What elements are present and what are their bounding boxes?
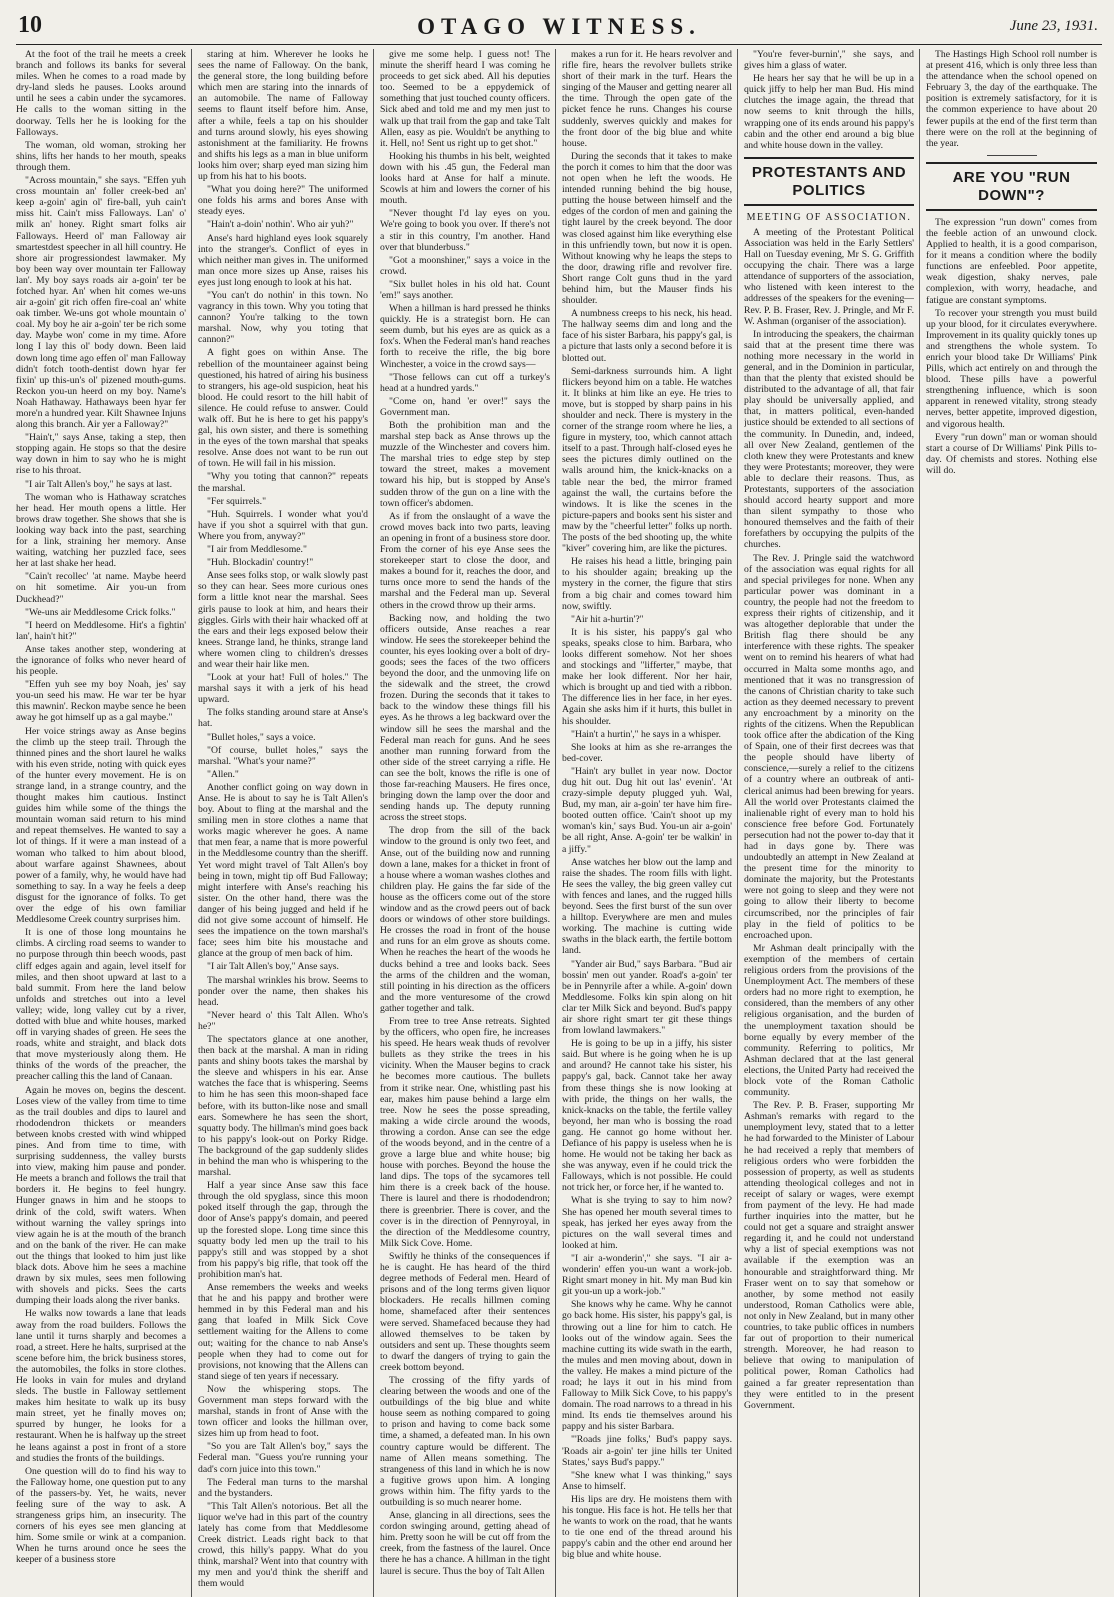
paragraph: Anse remembers the weeks and weeks that he and his pappy and brother were hemmed in by this Federal man and his gang that loafed in Milk Sick Cove settlement waiting for the Allens to come out; waiting for the chance to nab Anse's people when they had to come out for provisions, not knowing that the Allens can stand siege of ten years if necessary. (198, 1282, 368, 1382)
paragraph: "She knew what I was thinking," says Anse to himself. (562, 1469, 732, 1492)
paragraph: "Hain't a-doin' nothin'. Who air yuh?" (207, 219, 354, 231)
advert-headline: ARE YOU "RUN DOWN"? (952, 168, 1071, 204)
paragraph: "Bullet holes," says a voice. (207, 731, 316, 743)
protestants-headline-box (744, 157, 914, 206)
paragraph: A meeting of the Protestant Political Association was held in the Early Settlers' Hall on Tuesday evening, Mr S. G. Griffith occupying the chair. There was a large attendance of supporters of the association, who listened with keen interest to the addresses of the speakers for the evening—Rev. P. B. Fraser, Rev. J. Pringle, and Mr F. W. Ashman (organiser of the association). (744, 226, 914, 327)
paragraph: In introducing the speakers, the chairman said that at the present time there was nothing more necessary in the world in general, and in the Dominion in particular, than that the plenty that existed should be distributed to the advantage of all, that fair play should be universally applied, and that, in matters political, even-handed justice should be extended to all sections of the community. In Dunedin, and, indeed, all over New Zealand, gentlemen of the cloth knew they were Protestants and knew they were Protestants; moreover, they were able to declare their reasons. Thus, as Protestants, supporters of the association should accord hearty support and more than silent sympathy to those who honoured themselves and the faith of their forefathers by occupying the pulpits of the churches. (744, 328, 914, 551)
paragraph: Anse watches her blow out the lamp and raise the shades. The room fills with light. He sees the valley, the big green valley cut with fences and lanes, and the rugged hills beyond. Sees the first burst of the sun over a hilltop. Everywhere are men and mules working. The machine is cutting wide swaths in the black earth, the fertile bottom land. (562, 856, 732, 957)
paragraph: He hears her say that he will be up in a quick jiffy to help her man Bud. His mind clutches the image again, the thread that now seems to knit through the hills, wrapping one of its ends around his pappy's cabin and the other end around a big blue and white house down in the valley. (744, 73, 914, 151)
paragraph: Her voice strings away as Anse begins the climb up the steep trail. Through the thinned pines and the short laurel he walks with his even stride, noting with quick eyes of the hunter every movement. He is on strange land, in a strange country, and the thought makes him cautious. Instinct guides him while some of the things the mountain woman said return to his mind and repeat themselves. He wanted to say a lot of things. If it were a man instead of a woman who talked to him about blood, about warfare against Shawnees, about power of a family, why, he would have had something to say. In a way he feels a deep disgust for the ignorance of folks. To get over the edge of his own familiar Meddlesome Creek country surprises him. (16, 725, 186, 926)
column-3 (380, 49, 556, 1597)
paragraph: The spectators glance at one another, then back at the marshal. A man in riding pants and shiny boots takes the marshal by the sleeve and whispers in his ear. Anse watches the face that is whispering. Seems to him he has seen this moon-shaped face before, with its button-like nose and small ears. Somewhere he has seen the short, squatty body. The hillman's mind goes back to his pappy's look-out on Porky Ridge. The background of the gap suddenly slides in behind the man who is whispering to the marshal. (198, 1033, 368, 1179)
paragraph: "Look at your hat! Full of holes." The marshal says it with a jerk of his head upward. (198, 672, 368, 706)
paragraph: At the foot of the trail he meets a creek branch and follows its banks for several miles. When he comes to a road made by dry-land sleds he pauses. Looks around until he sees a cabin under the sycamores. He calls to the woman sitting in the doorway. Tells her he is looking for the Falloways. (16, 49, 186, 138)
paragraph: "Hain't," says Anse, taking a step, then stopping again. He stops so that the desire way down in him to say who he is might rise to his throat. (16, 432, 186, 477)
paragraph: He raises his head a little, bringing pain to his shoulder again; breaking up the mystery in the corner, the figure that stirs from a big chair and comes toward him now, swiftly. (562, 556, 732, 612)
column-4 (562, 49, 738, 1597)
paragraph: "I air Talt Allen's boy," he says at last. (25, 478, 172, 490)
paragraph: makes a run for it. He hears revolver and rifle fire, hears the revolver bullets strike short of their mark in the turf. Hears the singing of the Mauser and getting nearer all the time. Through the open gate of the picket fence he runs. Changes his course suddenly, swerves quickly and makes for the front door of the big blue and white house. (562, 49, 732, 149)
paragraph: Half a year since Anse saw this face through the old spyglass, since this moon poked itself through the gap, through the door of Anse's pappy's domain, and peered up the forested slope. Long time since this squatty body led men up the trail to his pappy's still and was stopped by a shot from his pappy's big rifle, that took off the prohibition man's hat. (198, 1180, 368, 1280)
hastings-paragraph: The Hastings High School roll number is at present 416, which is only three less than the attendance when the school opened on February 3, the day of the earthquake. The position is extremely satisfactory, for it is the common experience to have about 20 fewer pupils at the end of the first term than there were on the roll at the beginning of the year. (926, 49, 1097, 149)
paragraph: "I air a-wonderin'," she says. "I air a-wonderin' effen you-un want a work-job. Right smart money in hit. My man Bud kin git you-un up a work-job." (562, 1252, 732, 1298)
column-5 (744, 49, 920, 1597)
column-1 (16, 49, 192, 1597)
paragraph: The Rev. P. B. Fraser, supporting Mr Ashman's remarks with regard to the unemployment levy, stated that to a letter he had forwarded to the Minister of Labour he had received a reply that members of religious orders who were forbidden the possession of property, as well as students attending theological colleges and not in receipt of salary or wages, were exempt from payment of the levy. He had made further inquiries into the matter, but he could not get a square and straight answer regarding it, and he could not understand why a list of special exemptions was not available if the exemption was an honourable and straightforward thing. Mr Fraser went on to say that somehow or another, by some method not easily understood, Roman Catholics were able, not only in New Zealand, but in many other countries, to take public offices in numbers far out of proportion to their numerical strength. Moreover, he had reason to believe that owing to manipulation of political power, Roman Catholics had gained a far greater representation than they were entitled to in the present Government. (744, 1100, 914, 1411)
paragraph: Another conflict going on way down in Anse. He is about to say he is Talt Allen's boy. About to fling at the marshal and the smiling men in store clothes a name that works magic wherever he goes. A name that men fear, a name that is more powerful in the Meddlesome country than the sheriff. Yet word might travel of Talt Allen's boy being in town, might tip off Bud Falloway; might interfere with Anse's reaching his sister. On the other hand, there was the danger of his being jugged and held if he did not give some account of himself. He sees the impatience on the town marshal's face; sees him bite his moustache and glance at the group of men back of him. (198, 781, 368, 960)
protestants-article (744, 227, 914, 1411)
paragraph: Semi-darkness surrounds him. A light flickers beyond him on a table. He watches it. It blinks at him like an eye. He tries to move, but is stopped by sharp pains in his shoulder and neck. There is mystery in the corner of the strange room where he lies, a figure in mystery, too, which cannot attach itself to a past. Through half-closed eyes he sees the pictures dimly outlined on the walls around him, the knick-knacks on a table near the bed, the mirror framed against the wall, the curtains before the windows. It is like the scenes in the picture-papers and books sent his sister and maw by the "cheerful letter" folks up north. The posts of the bed shooting up, the white "kiver" covering him, are like the pictures. (562, 365, 732, 555)
paragraph: "I heerd on Meddlesome. Hit's a fightin' lan', hain't hit?" (16, 619, 186, 642)
paragraph: "'Roads jine folks,' Bud's pappy says. 'Roads air a-goin' ter jine hills ter United States,' says Bud's pappy." (562, 1434, 732, 1468)
paragraph: "You're fever-burnin'," she says, and gives him a glass of water. (744, 49, 914, 72)
paragraph: "Come on, hand 'er over!" says the Government man. (380, 395, 550, 418)
paragraph: To recover your strength you must build up your blood, for it circulates everywhere. Improvement in its quality quickly tones up and strengthens the whole system. To enrich your blood take Dr Williams' Pink Pills, which act entirely on and through the blood. These pills have a powerful strengthening influence, which is soon apparent in renewed vitality, strong steady nerves, better appetite, improved digestion, and vigorous health. (926, 307, 1097, 430)
advert-headline-box (926, 162, 1097, 211)
paragraph: "Across mountain," she says. "Effen yuh cross mountain an' foller creek-bed an' keep a-goin' agin ol' fire-ball, yuh cain't miss hit. Cain't miss Falloways. Lan' o' milk an' honey. Right smart folks air Falloways. Heerd ol' man Falloway air smartestdest speecher in all hill country. He shore air progressiondest lawmaker. My boy been way over mountain ter Falloway lan'. My boy says roads air a-goin' ter be fotched hyar. An' when hit comes we-uns air a-goin' git rich offen fire-coal an' white oak timber. We-uns got whole mountain o' coal. My boy he air a-goin' ter be rich some day. Maybe won' come in my time. Afore long I lay this ol' body down. Been laid down long time ago effen ol' man Falloway didn't fotch tooth-dentist down hyar fer fixin' up this-un's ol' pizened mouth-gums. Reckon you-un heerd on my boy. Name's Noah Hathaway. Hathaways been hyar fer more'n a hundred year. Kilt Shawnee Injuns along this branch. Air yer a Falloway?" (16, 175, 186, 431)
paragraph: It is his sister, his pappy's gal who speaks, speaks close to him. Barbara, who looks different somehow. Not her shoes and stockings and "lifferter," maybe, that make her look different. Nor her hair, which is brought up and tied with a ribbon. The difference lies in her face, in her eyes. Again she asks him if it hurts, this bullet in his shoulder. (562, 626, 732, 727)
divider (987, 155, 1037, 156)
paragraph: Now the whispering stops. The Government man steps forward with the marshal, stands in front of Anse with the town officer and looks the hillman over, sizes him up from head to foot. (198, 1383, 368, 1440)
paragraph: She knows why he came. Why he cannot go back home. His sister, his pappy's gal, is throwing out a line for him to catch. He looks out of the window again. Sees the machine cutting its wide swath in the earth, the mules and men moving about, down in the valley. He makes a mind picture of the road; he lays it out in his mind from Falloway to Milk Sick Cove, to his pappy's domain. The road narrows to a thread in his mind. Its ends tie themselves around his pappy and his sister Barbara. (562, 1299, 732, 1433)
paragraph: The marshal wrinkles his brow. Seems to ponder over the name, then shakes his head. (198, 974, 368, 1008)
paragraph: She looks at him as she re-arranges the bed-cover. (562, 741, 732, 764)
paragraph: The woman, old woman, stroking her shins, lifts her hands to her mouth, speaks through them. (16, 139, 186, 173)
page-number: 10 (18, 12, 42, 38)
paragraph: Anse, glancing in all directions, sees the cordon swinging around, getting ahead of him. Pretty soon he will be cut off from the creek, from the fastness of the laurel. Once there he has a chance. A hillman in the tight laurel is secure. Thus the boy of Talt Allen (380, 1510, 550, 1577)
paragraph: "I air Talt Allen's boy," Anse says. (207, 961, 339, 973)
paragraph: Again he moves on, begins the descent. Loses view of the valley from time to time as the trail doubles and dips to laurel and rhododendron thickets or meanders between knobs crested with wind whipped pines. And from time to time, with surprising suddenness, the valley bursts into view, making him pause and ponder. He meets a branch and follows the trail that borders it. He begins to feel hungry. Hunger gnaws in him and he stoops to drink of the cold, swift waters. When without warning the valley springs into view again he is at the mouth of the branch and on the bank of the river. He can make out the things that looked to him just like black dots. Above him he sees a machine drawn by six mules, sees men following with shovels and picks. Sees the carts dumping their loads along the river banks. (16, 1084, 186, 1307)
paragraph: "Never thought I'd lay eyes on you. We're going to book you over. If there's not a stir in this country, I'm another. Hand over that blunderbuss." (380, 208, 550, 253)
paragraph: A fight goes on within Anse. The rebellion of the mountaineer against being questioned, his hatred of airing his business to strangers, his age-old suspicion, heat his blood. He could resort to the hill habit of silence. He could refuse to answer. Could walk off. But he is here to get his pappy's gal, his own sister, and there is something in the eyes of the town marshal that speaks resolve. Anse does not want to be run out of town. He will fail in his mission. (198, 347, 368, 470)
paragraph: Swiftly he thinks of the consequences if he is caught. He has heard of the third degree methods of Federal men. Heard of prisons and of the long terms given liquor blockaders. He recalls hillmen coming home, shamefaced after their sentences were served. Shamefaced because they had allowed themselves to be taken by outsiders and sent up. These thoughts seem to dwarf the dangers of trying to gain the creek bottom beyond. (380, 1250, 550, 1373)
paragraph: During the seconds that it takes to make the porch it comes to him that the door was not open when he left the woods. He intended running behind the big house, putting the house between himself and the edges of the cordon of men and gaining the tight laurel by the creek beyond. The door was closed against him like everything else in this unfriendly town, but now it is open. Without knowing why he leaps the steps to the door, drawing rifle and revolver fire. Short range Colt guns thud in the yard behind him, but the Mauser finds his shoulder. (562, 150, 732, 307)
protestants-subhead: MEETING OF ASSOCIATION. (746, 211, 912, 223)
advert-body (926, 217, 1097, 476)
paragraph: "Cain't recollec' 'at name. Maybe heerd on hit sometime. Air you-un from Duckhead?" (16, 571, 186, 605)
paragraph: The crossing of the fifty yards of clearing between the woods and one of the outbuildings of the big blue and white house seem as nothing compared to going to prison and having to come back some time, a shamed, a defeated man. In his own country capture would be different. The name of Allen means something. The strangeness of this land in which he is now a fugitive grows upon him. A longing grows within him. The fifty yards to the outbuilding is so much nearer home. (380, 1374, 550, 1508)
paragraph: What is she trying to say to him now? She has opened her mouth several times to speak, has jerked her eyes away from the pictures on the wall several times and looked at him. (562, 1195, 732, 1251)
paragraph: Mr Ashman dealt principally with the exemption of the members of certain religious orders from the provisions of the Unemployment Act. The members of these orders had no more right to exemption, he considered, than the members of any other religious organisation, and the burden of the unemployment taxation should be borne equally by every member of the community. Referring to politics, Mr Ashman declared that at the last general elections, the United Party had received the block vote of the Roman Catholic community. (744, 942, 914, 1099)
paragraph: "Huh. Squirrels. I wonder what you'd have if you shot a squirrel with that gun. Where you from, anyway?" (198, 508, 368, 542)
paragraph: His lips are dry. He moistens them with his tongue. His face is hot. He tells her that he wants to work on the road, that he wants to tie one end of the thread around his pappy's cabin and the other end around her big blue and white house. (562, 1493, 732, 1561)
paragraph: The drop from the sill of the back window to the ground is only two feet, and Anse, out of the building now and running down a lane, makes for a thicket in front of a house where a woman washes clothes and children play. He gains the far side of the house as the officers come out of the store window and as the crowd peers out of back doors or windows of other store buildings. He crosses the road in front of the house and runs for an elm grove as shouts come. When he reaches the heart of the woods he ducks behind a tree and looks back. Sees the arms of the children and the woman, still pointing in his direction as the officers and the more venturesome of the crowd gather together and talk. (380, 825, 550, 1014)
paragraph: The expression "run down" comes from the feeble action of an unwound clock. Applied to health, it is a good comparison, for it means a condition where the bodily functions are enfeebled. Poor appetite, weak digestion, shaky nerves, pale complexion, with worry, headache, and fatigue are constant symptoms. (926, 216, 1097, 306)
paragraph: The woman who is Hathaway scratches her head. Her mouth opens a little. Her brows draw together. She shows that she is looking way back into the past, searching for a link, straining her memory. Anse waiting, watching her puzzled face, sees her at last shake her head. (16, 491, 186, 570)
paragraph: "Yander air Bud," says Barbara. "Bud air bossin' men out yander. Road's a-goin' ter be in Pennyrile after a while. A-goin' down Meddlesome. Folks kin spin along on hit clar ter Milk Sick and beyond. Bud's pappy air shore right smart ter git these things from lowland lawmakers." (562, 958, 732, 1037)
paragraph: Anse's hard highland eyes look squarely into the stranger's. Conflict of eyes in which neither man gives in. The uniformed man once more sizes up Anse, raises his eyes just long enough to look at his hat. (198, 232, 368, 288)
column-2 (198, 49, 374, 1597)
paragraph: One question will do to find his way to the Falloway home, one question put to any of the passers-by. Yet, he waits, never feeling sure of the way to ask. A strangeness grips him, an insecurity. The corners of his eyes see men glancing at him. Some smile or wink at a companion. When he turns around once he sees the keeper of a business store (16, 1465, 186, 1566)
paragraph: The folks standing around stare at Anse's hat. (198, 707, 368, 730)
paragraph: "This Talt Allen's notorious. Bet all the liquor we've had in this part of the country lately has come from that Meddlesome Creek district. Leads right back to that crowd, this hilly's pappy. What do you think, marshal? Went into that country with my men and you'd think the sheriff and them would (198, 1500, 368, 1590)
paragraph: The Rev. J. Pringle said the watchword of the association was equal rights for all and special privileges for none. When any particular power was dominant in a country, the people had not the freedom to express their rights of citizenship, and it was altogether deplorable that under the British flag there should be any interference with these rights. The speaker went on to remind his hearers of what had occurred in Malta some months ago, and mentioned that it was no transgression of the canons of Christian charity to take such action as they deemed necessary to prevent any encroachment by a minority on the rights of the citizens. When the Republican took office after the abdication of the King of Spain, one of their first decrees was that the people should have liberty of conscience,—surely a relief to the citizens of a country where an outbreak of anti-clerical animus had been brewing for years. All the world over Protestants claimed the inalienable right of every man to hold his conscience free before God. Fortunately persecution had not the power to-day that it had in days gone by. There was undoubtedly an attempt in New Zealand at the present time for the minority to dominate the majority, but the Protestants were not going to sleep and they were not going to allow their liberty to become circumscribed, nor the principles of fair play in the field of politics to be encroached upon. (744, 552, 914, 941)
paragraph: Every "run down" man or woman should start a course of Dr Williams' Pink Pills to-day. Of chemists and stores. Nothing else will do. (926, 431, 1097, 476)
paragraph: "I air from Meddlesome." (207, 544, 307, 556)
protestants-headline: PROTESTANTS AND POLITICS (751, 163, 907, 199)
paragraph: "Air hit a-hurtin'?" (571, 613, 644, 625)
paragraph: "Why you toting that cannon?" repeats the marshal. (198, 471, 368, 494)
column-6 (926, 49, 1102, 1597)
paragraph: Hooking his thumbs in his belt, weighted down with his .45 gun, the Federal man looks hard at Anse for half a minute. Scowls at him and lowers the corner of his mouth. (380, 150, 550, 207)
paragraph: "Never heard o' this Talt Allen. Who's he?" (198, 1009, 368, 1032)
paragraph: When a hillman is hard pressed he thinks quickly. He is a strategist born. He can seem dumb, but his eyes are as quick as a fox's. When the Federal man's hand reaches forth to receive the rifle, the big bore Winchester, a voice in the crowd says— (380, 303, 550, 370)
paragraph: "Six bullet holes in his old hat. Count 'em!" says another. (380, 278, 550, 301)
paper-title: OTAGO WITNESS. (417, 14, 701, 39)
paragraph: "Allen." (207, 768, 239, 780)
columns (16, 49, 1102, 1597)
paragraph: The Federal man turns to the marshal and the bystanders. (198, 1476, 368, 1499)
paragraph: Backing now, and holding the two officers outside, Anse reaches a rear window. He sees the storekeeper behind the counter, his eyes looking over a bolt of dry-goods; sees the faces of the two officers beyond the door, and the unmoving life on the sidewalk and the street, the crowd frozen. During the seconds that it takes to back to the window these things fill his eyes. As he throws a leg backward over the window sill he sees the marshal and the Federal man reach for guns. And he sees another man running forward from the other side of the street carrying a rifle. He can see the bolt, knows the rifle is one of those far-reaching Mausers. He fires once, bringing down the lamp over the door and sending hands up. The deputy running across the street stops. (380, 612, 550, 824)
masthead (16, 10, 1102, 45)
paragraph: A numbness creeps to his neck, his head. The hallway seems dim and long and the face of his sister Barbara, his pappy's gal, is a picture that lasts only a second before it is blotted out. (562, 308, 732, 364)
paragraph: "Got a moonshiner," says a voice in the crowd. (380, 254, 550, 277)
paragraph: Anse takes another step, wondering at the ignorance of folks who never heard of his people. (16, 643, 186, 678)
paragraph: "Of course, bullet holes," says the marshal. "What's your name?" (198, 744, 368, 767)
paragraph: Anse sees folks stop, or walk slowly past so they can hear. Sees more curious ones form a little knot near the marshal. Sees girls pause to look at him, and hears their giggles. Girls with their hair whacked off at the ears and their legs exposed below their knees. Strange land, he thinks, strange land where women cling to children's dresses and wear their hair like men. (198, 570, 368, 670)
paragraph: "You can't do nothin' in this town. No vagrancy in this town. Why you toting that cannon? You're talking to the town marshal. Now, why you toting that cannon?" (198, 289, 368, 346)
paragraph: Both the prohibition man and the marshal step back as Anse throws up the muzzle of the Winchester and covers him. The marshal tries to edge step by step toward the street, makes a movement toward his hip, but is stopped by Anse's sudden throw of the gun on a line with the town officer's abdomen. (380, 420, 550, 509)
paragraph: From tree to tree Anse retreats. Sighted by the officers, who open fire, he increases his speed. He hears weak thuds of revolver bullets as they strike the trees in his vicinity. When the Mauser begins to crack he becomes more cautious. The bullets from it strike near. One, whistling past his ear, makes him pause behind a large elm tree. Now he sees the posse spreading, making a wide circle around the woods, throwing a cordon. Anse can see the edge of the woods beyond, and in the centre of a grove a large blue and white house; big house with porches. Beyond the house the land dips. The tops of the sycamores tell him there is a creek back of the house. There is laurel and there is rhododendron; there is greenbrier. There is cover, and the cover is in the direction of Pennyroyal, in the direction of the Meddlesome country, Milk Sick Cove. Home. (380, 1015, 550, 1249)
paragraph: "What you doing here?" The uniformed one folds his arms and bores Anse with steady eyes. (198, 184, 368, 218)
issue-date: June 23, 1931. (1009, 18, 1098, 34)
paragraph: It is one of those long mountains he climbs. A circling road seems to wander to no purpose through thin beech woods, past cliff edges again and again, level itself for miles, and then shoot upward at last to a bald summit. From here the land below unfolds and stretches out into a level valley; wide, long valley cut by a river, dotted with blue and white houses, marked off in varying shades of green. He sees the roads, white and straight, and black dots that move mysteriously along them. He thinks of the words of the preacher, the preacher calling this the land of Canaan. (16, 927, 186, 1083)
paragraph: staring at him. Wherever he looks he sees the name of Falloway. On the bank, the general store, the long building before which men are staring into the innards of an automobile. The name of Falloway seems to flaunt itself before him. Anse, after a while, feels a tap on his shoulder and turns around slowly, his eyes showing astonishment at the familiarity. He frowns and shifts his legs as a man in blue uniform looks him over; sharp eyed man sizing him up from his hat to his boots. (198, 49, 368, 183)
paragraph: "Huh. Blockadin' country!" (207, 557, 314, 569)
paragraph: "So you are Talt Allen's boy," says the Federal man. "Guess you're running your dad's corn juice into this town." (198, 1441, 368, 1475)
paragraph: He is going to be up in a jiffy, his sister said. But where is he going when he is up and around? He cannot take his sister, his pappy's gal, back. Cannot take her away from these things she is now looking at with pride, the things on her walls, the knick-knacks on the table, the fertile valley beyond, her man who is bossing the road gang. He cannot go home without her. Defiance of his pappy is useless when he is home. He would not be taking her back as she was anyway, even if he could trick the Falloways, which is not possible. He could not trick her, or force her, if he wanted to. (562, 1038, 732, 1194)
paragraph: "Fer squirrels." (207, 495, 267, 507)
paragraph: "We-uns air Meddlesome Crick folks." (25, 606, 176, 618)
paragraph: "Hain't a hurtin'," he says in a whisper. (571, 728, 721, 740)
paragraph: As if from the onslaught of a wave the crowd moves back into two parts, leaving an opening in front of a business store door. From the corner of his eye Anse sees the storekeeper start to close the door, and makes a bound for it, reaches the door, and turns once more to send the hands of the marshal and the Federal man up. Several others in the crowd throw up their arms. (380, 510, 550, 611)
paragraph: give me some help. I guess not! The minute the sheriff heard I was coming he proceeds to get sick abed. All his deputies too. Seemed to be a eppydemick of something that just touched county officers. Sick abed and told me and my men just to walk up that trail from the gap and take Talt Allen, easy as pie. Wouldn't be anything to it. Hell, no! Sent us right up to get shot." (380, 49, 550, 149)
paragraph: "Hain't ary bullet in year now. Doctor dug hit out. Dug hit out las' evenin'. 'At crazy-simple deputy plugged yuh. Wal, Bud, my man, air a-goin' ter have him fire-booted outten office. 'Cain't shoot up my woman's kin,' says Bud. You-un air a-goin' be all right, Anse. A-goin' ter be walkin' in a jiffy." (562, 765, 732, 855)
paragraph: "Effen yuh see my boy Noah, jes' say you-un seed his maw. He war ter be hyar this mawnin'. Reckon maybe sence he been away he got himself up as a gal maybe." (16, 679, 186, 724)
paragraph: "Those fellows can cut off a turkey's head at a hundred yards." (380, 371, 550, 394)
paragraph: He walks now towards a lane that leads away from the road builders. Follows the lane until it turns sharply and becomes a road, a street. Here he halts, surprised at the scene before him, the brick business stores, the automobiles, the folks in store clothes. He looks in vain for mules and dryland sleds. The bustle in Falloway settlement makes him hesitate to walk up its busy main street, yet he finally moves on; spurred by hunger, he looks for a restaurant. When he is halfway up the street he leans against a post in front of a store and studies the fronts of the buildings. (16, 1308, 186, 1464)
story-continuation (744, 49, 914, 151)
